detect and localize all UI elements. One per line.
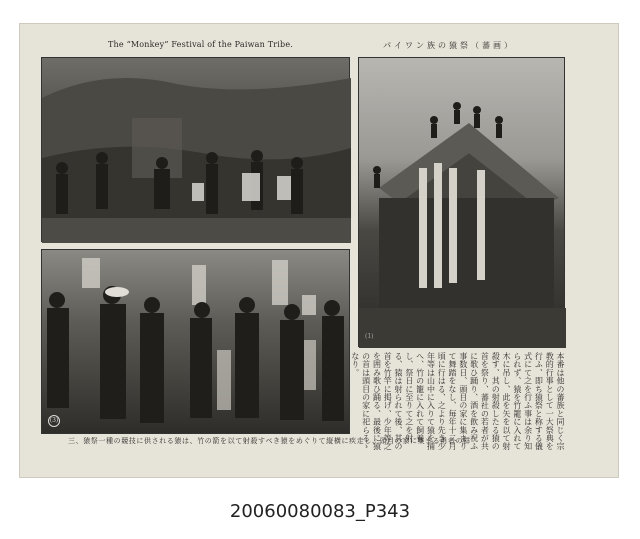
japanese-title: パイワン族の猿祭（蕃画）	[383, 41, 515, 50]
archive-id-label: 20060080083_P343	[229, 501, 411, 522]
english-title: The “Monkey” Festival of the Paiwan Tribe.	[108, 40, 294, 49]
bottom-caption: 三、猿祭一種の競技に供される猿は、竹の箭を以て射殺すべき猿をめぐりて縦横に疾走し、頭目の家に集まる勇者の群	[68, 437, 471, 445]
photo-crowd-with-banners	[41, 249, 350, 434]
photo-crowd-graphic	[42, 250, 351, 435]
photo-number-3: (3)	[48, 415, 60, 427]
photo-house-graphic	[359, 58, 566, 348]
photo-tribe-gathering-graphic	[42, 58, 351, 243]
vertical-body-text: 本番は他の蕃族と同じく宗教的行事として一大祭典を行ふ、即ち猿祭と称する儀式にて之を行ふ事は余り知られず、猿を竹籠に入れて木に吊し、此を矢を以て射殺す、其の射殺したる猿の首を祭り、蕃社の若者が共に歌ひ踊り、酒を飲み祝ふ事数日、頭目の家に集まりて舞踏をなし、毎年十二月頃に行はる、之より先き少年等は山中に入りて猿を捕へ、竹の籠に入れて飼養し、祭日に至りて之を射る、猿は射られて後、其の首を竹竿に掲げ、少年等之を囲み歌ひ踊る、最後に猿の首は頭目の家に祀らるゝなり。	[350, 352, 565, 451]
photo-men-on-roof	[358, 57, 565, 347]
photo-tribe-gathering	[41, 57, 350, 242]
photo-number-1: (1)	[365, 333, 374, 340]
